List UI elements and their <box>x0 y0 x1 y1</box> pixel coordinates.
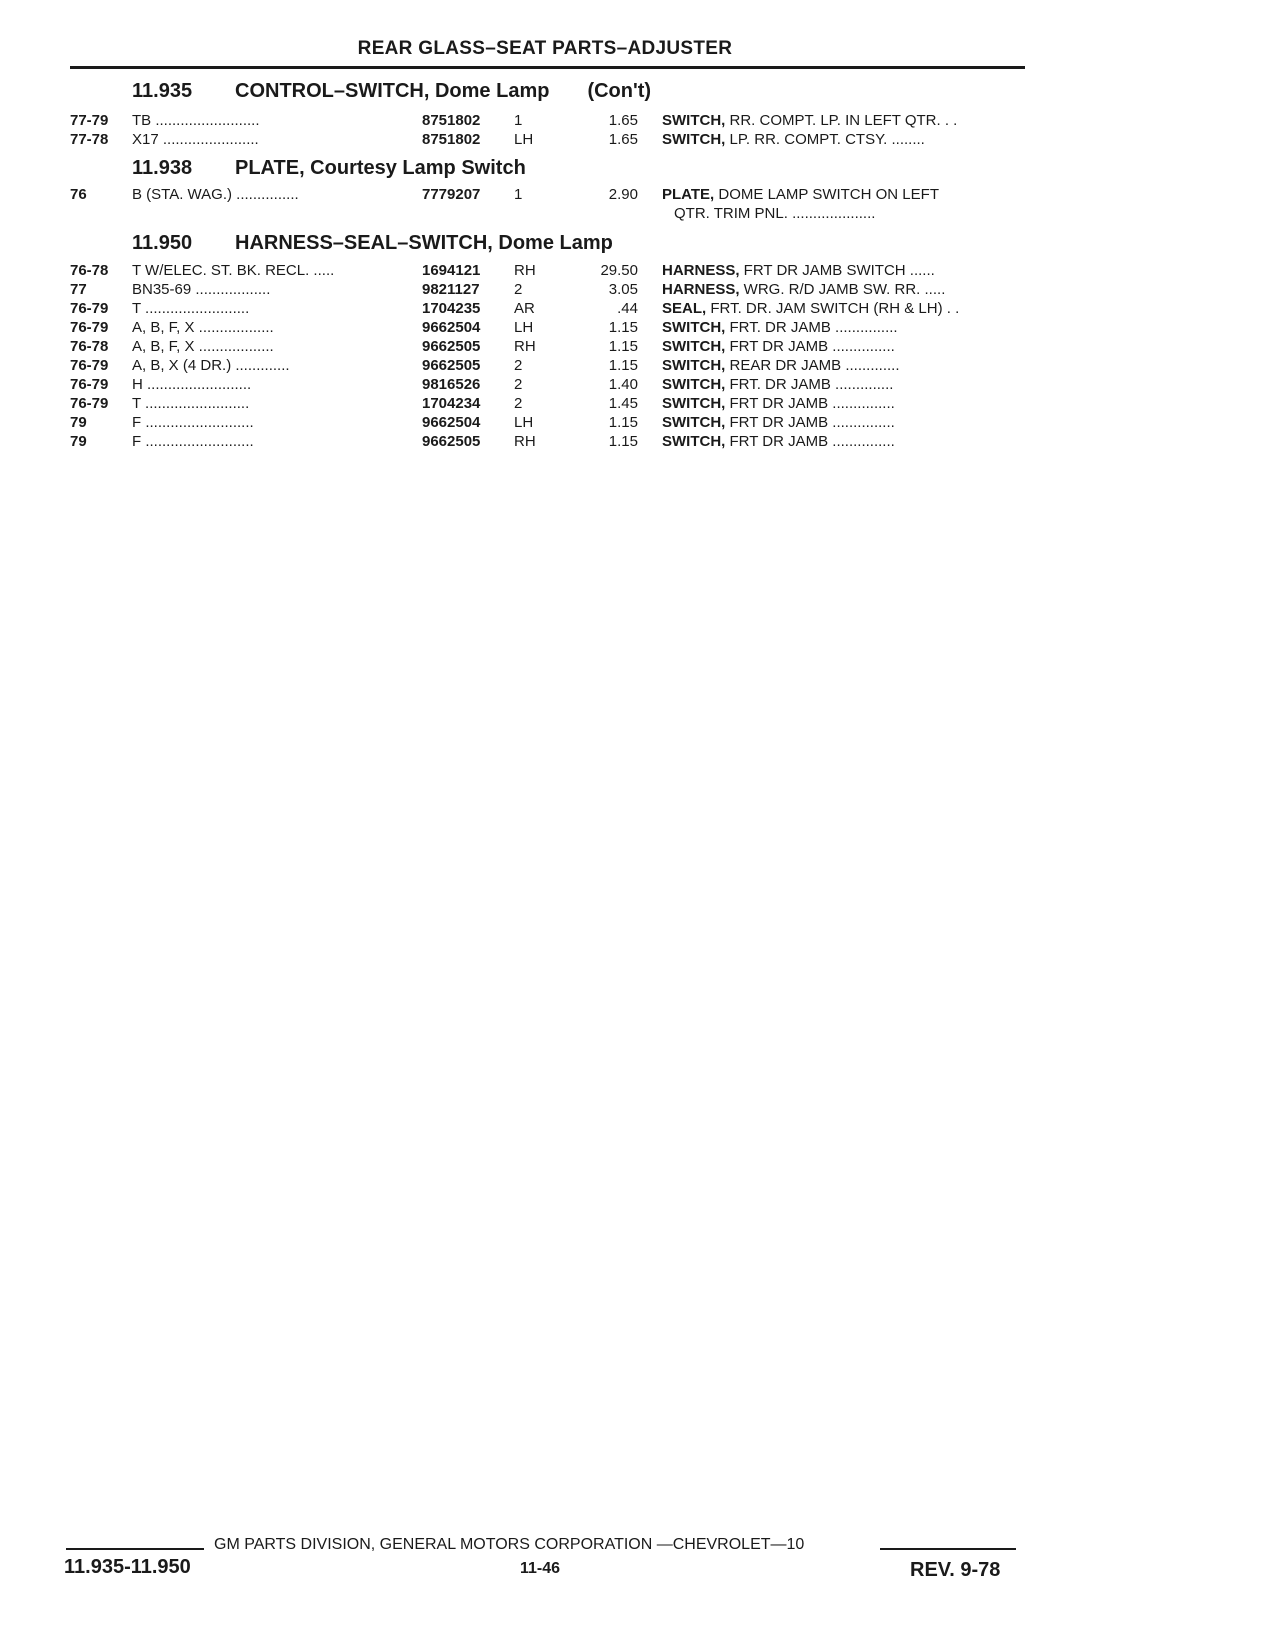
table-row <box>0 414 1280 433</box>
description-text: DOME LAMP SWITCH ON LEFT <box>714 186 939 203</box>
part-number: 9662505 <box>422 433 481 450</box>
table-row <box>0 281 1280 300</box>
section-number: 11.950 <box>132 232 193 254</box>
part-number: 8751802 <box>422 131 481 148</box>
part-number: 9662505 <box>422 338 481 355</box>
section-heading-11-950 <box>132 232 613 255</box>
usage-code: T ......................... <box>132 300 250 317</box>
description-text: FRT DR JAMB SWITCH ...... <box>739 262 935 279</box>
quantity: LH <box>514 131 534 148</box>
quantity: RH <box>514 433 536 450</box>
price: .44 <box>617 300 638 317</box>
usage-code: F .......................... <box>132 414 254 431</box>
section-number: 11.938 <box>132 157 193 179</box>
quantity: LH <box>514 319 534 336</box>
table-row <box>0 376 1280 395</box>
model-years: 79 <box>70 414 87 431</box>
part-description <box>662 112 1024 129</box>
description-keyword: SWITCH, <box>662 376 726 393</box>
model-years: 76-78 <box>70 262 109 279</box>
description-keyword: SWITCH, <box>662 414 726 431</box>
table-row <box>0 357 1280 376</box>
description-text: RR. COMPT. LP. IN LEFT QTR. . . <box>725 112 958 129</box>
model-years: 79 <box>70 433 87 450</box>
description-keyword: HARNESS, <box>662 262 740 279</box>
price: 2.90 <box>608 186 638 203</box>
usage-code: A, B, X (4 DR.) ............. <box>132 357 290 374</box>
model-years: 76-79 <box>70 395 109 412</box>
description-text: WRG. R/D JAMB SW. RR. ..... <box>739 281 946 298</box>
table-row <box>0 131 1280 150</box>
description-keyword: SEAL, <box>662 300 707 317</box>
part-number: 9662505 <box>422 357 481 374</box>
model-years: 76-79 <box>70 376 109 393</box>
model-years: 77-78 <box>70 131 109 148</box>
price: 29.50 <box>600 262 638 279</box>
description-keyword: PLATE, <box>662 186 715 203</box>
usage-code: F .......................... <box>132 433 254 450</box>
part-description <box>662 131 1024 148</box>
description-keyword: SWITCH, <box>662 357 726 374</box>
description-text: FRT DR JAMB ............... <box>725 433 895 450</box>
part-description <box>662 281 1024 298</box>
quantity: AR <box>514 300 535 317</box>
description-keyword: HARNESS, <box>662 281 740 298</box>
usage-code: BN35-69 .................. <box>132 281 271 298</box>
section-heading-11-935 <box>132 80 651 103</box>
part-number: 9821127 <box>422 281 480 298</box>
model-years: 76-79 <box>70 319 109 336</box>
usage-code: X17 ....................... <box>132 131 259 148</box>
description-keyword: SWITCH, <box>662 112 726 129</box>
part-description <box>662 338 1024 355</box>
part-number: 1704235 <box>422 300 481 317</box>
part-description <box>662 262 1024 279</box>
model-years: 76-79 <box>70 357 109 374</box>
part-description <box>662 186 1024 203</box>
quantity: 2 <box>514 357 523 374</box>
description-text: FRT. DR JAMB ............... <box>725 319 898 336</box>
part-description <box>662 319 1024 336</box>
footer-rule-left <box>66 1548 204 1550</box>
part-description <box>662 376 1024 393</box>
description-text: FRT DR JAMB ............... <box>725 414 895 431</box>
usage-code: A, B, F, X .................. <box>132 338 274 355</box>
quantity: 2 <box>514 281 523 298</box>
description-text: LP. RR. COMPT. CTSY. ........ <box>725 131 925 148</box>
part-number: 1694121 <box>422 262 481 279</box>
price: 3.05 <box>608 281 638 298</box>
footer-revision: REV. 9-78 <box>910 1559 1001 1581</box>
section-title: PLATE, Courtesy Lamp Switch <box>235 157 526 179</box>
quantity: RH <box>514 338 536 355</box>
section-note: (Con't) <box>587 80 652 102</box>
footer-publisher: GM PARTS DIVISION, GENERAL MOTORS CORPORATION —CHEVROLET—10 <box>214 1536 805 1553</box>
description-text: REAR DR JAMB ............. <box>725 357 900 374</box>
usage-code: T W/ELEC. ST. BK. RECL. ..... <box>132 262 335 279</box>
title-rule <box>70 66 1025 69</box>
quantity: LH <box>514 414 534 431</box>
usage-code: H ......................... <box>132 376 252 393</box>
quantity: 2 <box>514 376 523 393</box>
usage-code: T ......................... <box>132 395 250 412</box>
description-keyword: SWITCH, <box>662 338 726 355</box>
section-title: CONTROL–SWITCH, Dome Lamp <box>235 80 550 102</box>
usage-code: A, B, F, X .................. <box>132 319 274 336</box>
part-description <box>662 357 1024 374</box>
page-title: REAR GLASS–SEAT PARTS–ADJUSTER <box>357 38 733 59</box>
part-number: 9662504 <box>422 414 481 431</box>
part-number: 9816526 <box>422 376 481 393</box>
price: 1.15 <box>608 414 638 431</box>
table-row <box>0 433 1280 452</box>
section-heading-11-938 <box>132 157 526 180</box>
part-number: 1704234 <box>422 395 481 412</box>
description-text: FRT DR JAMB ............... <box>725 395 895 412</box>
part-description <box>662 395 1024 412</box>
model-years: 76 <box>70 186 87 203</box>
table-row <box>0 300 1280 319</box>
table-row <box>0 395 1280 414</box>
description-keyword: SWITCH, <box>662 131 726 148</box>
description-text: FRT. DR. JAM SWITCH (RH & LH) . . <box>706 300 960 317</box>
part-number: 8751802 <box>422 112 481 129</box>
usage-code: TB ......................... <box>132 112 260 129</box>
model-years: 77-79 <box>70 112 109 129</box>
description-keyword: SWITCH, <box>662 433 726 450</box>
table-row <box>0 112 1280 131</box>
price: 1.65 <box>608 112 638 129</box>
description-text: FRT. DR JAMB .............. <box>725 376 894 393</box>
description-continuation: QTR. TRIM PNL. .................... <box>674 205 876 222</box>
price: 1.45 <box>608 395 638 412</box>
price: 1.65 <box>608 131 638 148</box>
section-number: 11.935 <box>132 80 193 102</box>
description-keyword: SWITCH, <box>662 319 726 336</box>
part-description <box>662 433 1024 450</box>
description-text: FRT DR JAMB ............... <box>725 338 895 355</box>
table-row <box>0 319 1280 338</box>
quantity: 1 <box>514 186 523 203</box>
model-years: 76-78 <box>70 338 109 355</box>
price: 1.15 <box>608 319 638 336</box>
part-description <box>662 300 1024 317</box>
table-row <box>0 338 1280 357</box>
part-number: 7779207 <box>422 186 481 203</box>
price: 1.15 <box>608 338 638 355</box>
model-years: 77 <box>70 281 87 298</box>
price: 1.40 <box>608 376 638 393</box>
description-keyword: SWITCH, <box>662 395 726 412</box>
price: 1.15 <box>608 357 638 374</box>
table-row <box>0 186 1280 205</box>
footer-rule-right <box>880 1548 1016 1550</box>
model-years: 76-79 <box>70 300 109 317</box>
section-title: HARNESS–SEAL–SWITCH, Dome Lamp <box>235 232 613 254</box>
part-description <box>662 414 1024 431</box>
quantity: 1 <box>514 112 523 129</box>
table-row <box>0 262 1280 281</box>
part-number: 9662504 <box>422 319 481 336</box>
quantity: RH <box>514 262 536 279</box>
price: 1.15 <box>608 433 638 450</box>
usage-code: B (STA. WAG.) ............... <box>132 186 299 203</box>
quantity: 2 <box>514 395 523 412</box>
footer-section-range: 11.935-11.950 <box>64 1556 191 1578</box>
footer-page-number: 11-46 <box>520 1560 561 1577</box>
